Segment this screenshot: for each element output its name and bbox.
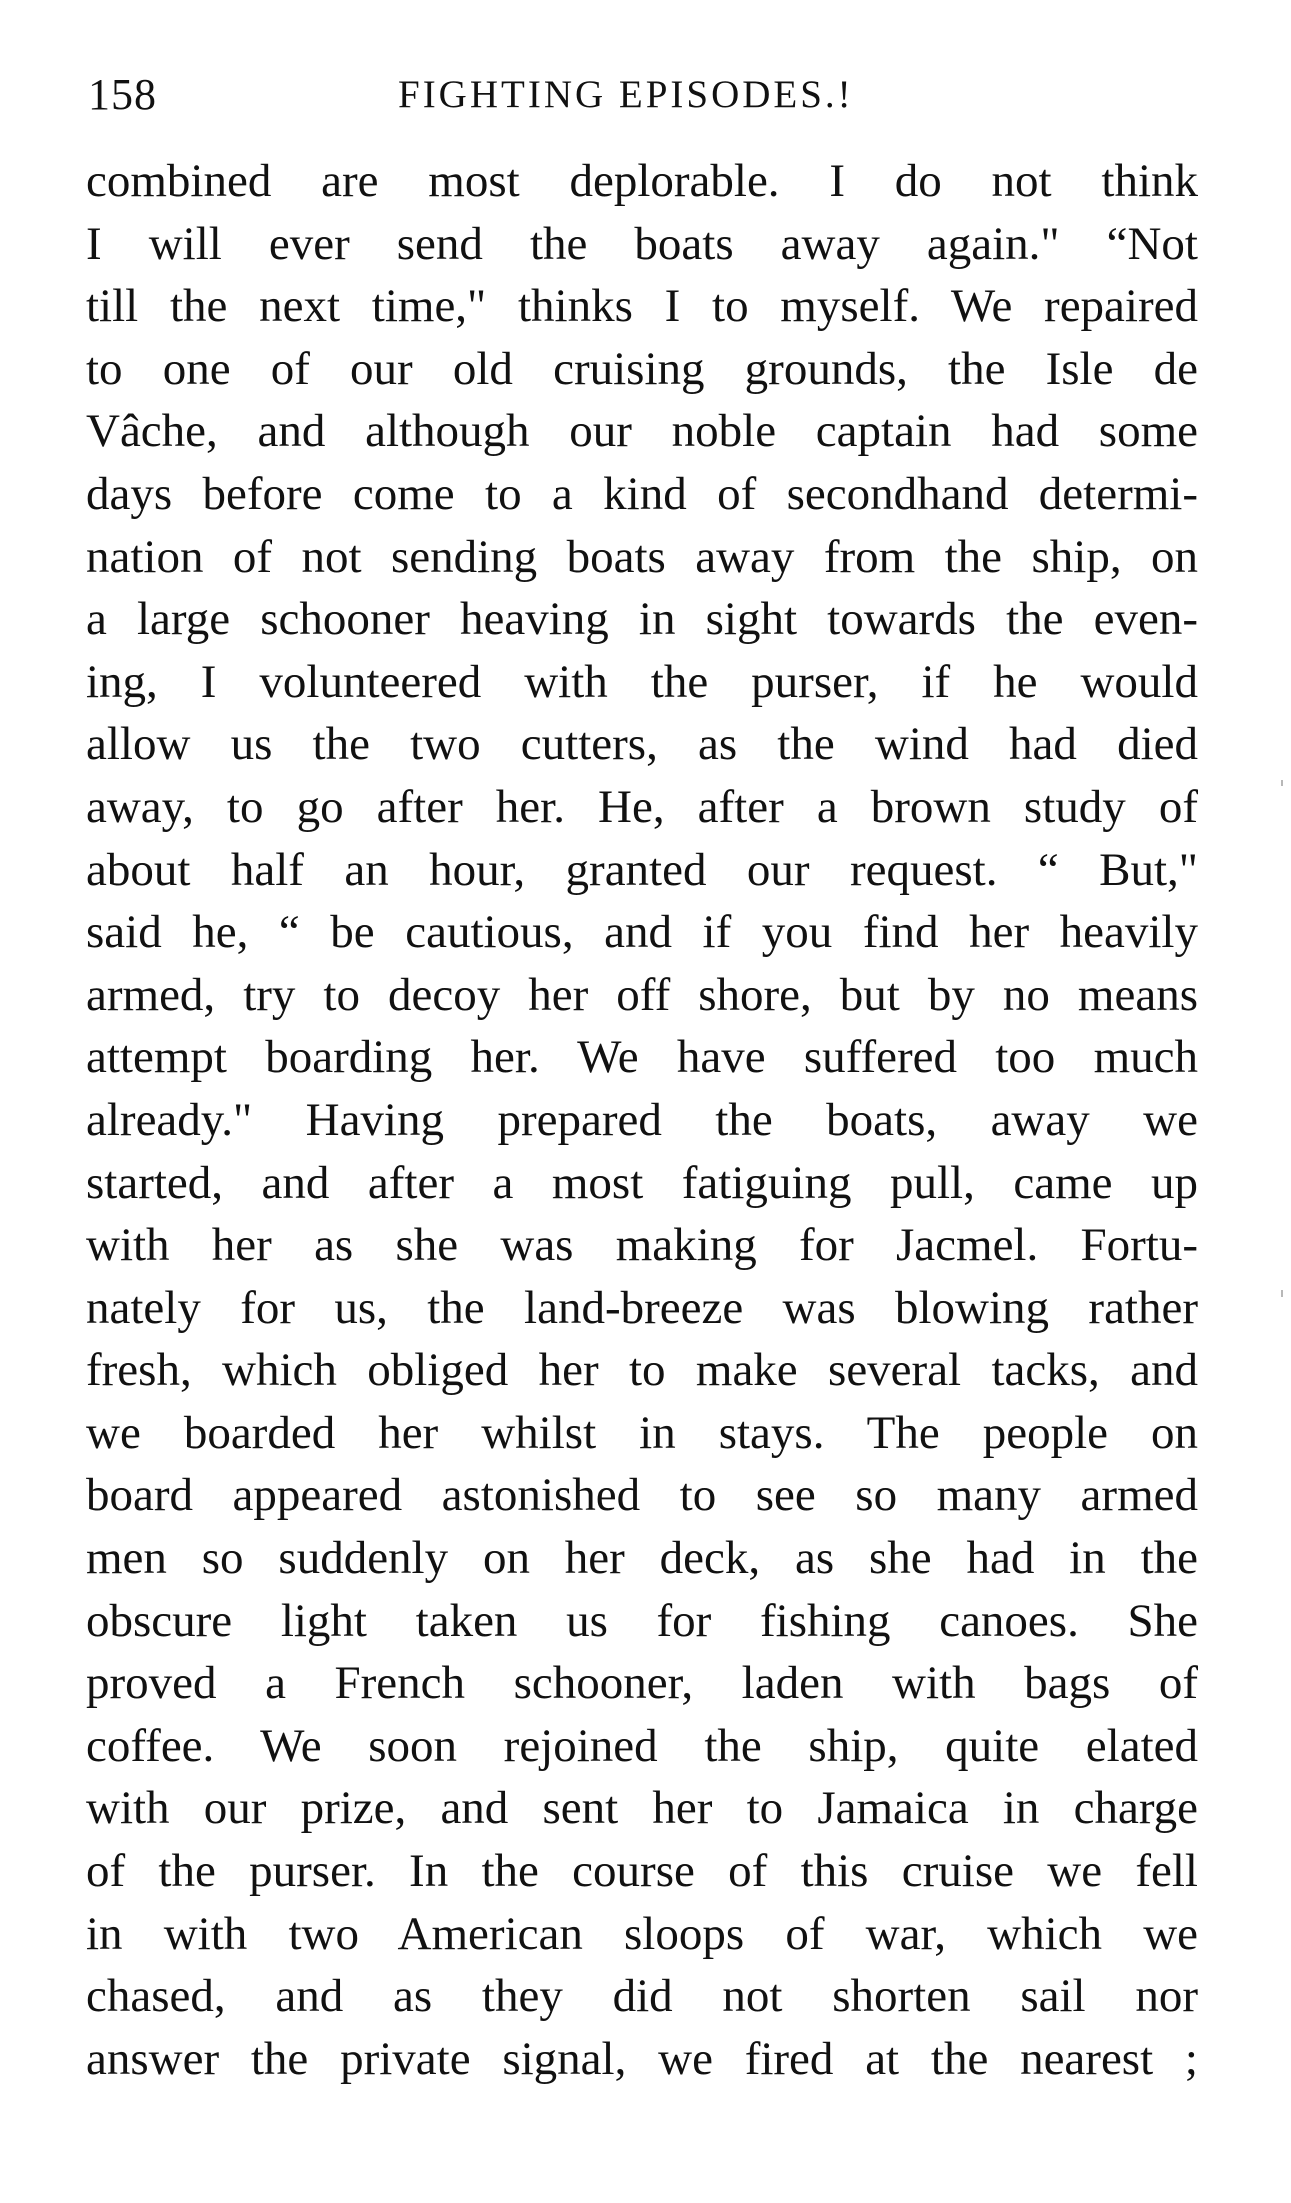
text-line: proved a French schooner, laden with bags of xyxy=(86,1657,1198,1710)
text-line: attempt boarding her. We have suffered too much xyxy=(86,1031,1198,1084)
page-edge-mark xyxy=(1281,780,1283,786)
text-line: nately for us, the land-breeze was blowing rather xyxy=(86,1281,1198,1334)
text-line: of the purser. In the course of this cruise we fell xyxy=(86,1845,1198,1898)
text-line: in with two American sloops of war, which we xyxy=(86,1907,1198,1960)
running-title: FIGHTING EPISODES.! xyxy=(398,73,854,116)
text-line: already." Having prepared the boats, away we xyxy=(86,1093,1198,1146)
text-line: chased, and as they did not shorten sail nor xyxy=(86,1970,1198,2023)
text-line: started, and after a most fatiguing pull, came up xyxy=(86,1156,1198,1209)
text-line: days before come to a kind of secondhand determi- xyxy=(86,467,1198,520)
text-line: nation of not sending boats away from the ship, on xyxy=(86,530,1198,583)
text-line: with her as she was making for Jacmel. Fortu- xyxy=(86,1219,1198,1272)
text-line: away, to go after her. He, after a brown study of xyxy=(86,780,1198,833)
text-line: men so suddenly on her deck, as she had in the xyxy=(86,1532,1198,1585)
text-line: about half an hour, granted our request. “ But," xyxy=(86,843,1198,896)
text-line: with our prize, and sent her to Jamaica in charge xyxy=(86,1782,1198,1835)
text-line: a large schooner heaving in sight towards the even- xyxy=(86,593,1198,646)
text-line: armed, try to decoy her off shore, but by no means xyxy=(86,968,1198,1021)
text-line: to one of our old cruising grounds, the Isle de xyxy=(86,342,1198,395)
text-line: combined are most deplorable. I do not think xyxy=(86,155,1198,207)
text-line: ing, I volunteered with the purser, if he would xyxy=(86,655,1198,708)
text-line: fresh, which obliged her to make several tacks, and xyxy=(86,1344,1198,1397)
text-line: answer the private signal, we fired at the nearest ; xyxy=(86,2032,1198,2085)
text-line: till the next time," thinks I to myself. We repaired xyxy=(86,280,1198,333)
text-line: Vâche, and although our noble captain had some xyxy=(86,405,1198,458)
text-line: obscure light taken us for fishing canoes. She xyxy=(86,1594,1198,1647)
text-line: board appeared astonished to see so many armed xyxy=(86,1469,1198,1522)
text-line: I will ever send the boats away again." “Not xyxy=(86,217,1198,270)
text-line: coffee. We soon rejoined the ship, quite elated xyxy=(86,1719,1198,1772)
text-line: we boarded her whilst in stays. The people on xyxy=(86,1406,1198,1459)
page-edge-mark xyxy=(1281,1290,1283,1297)
page-number: 158 xyxy=(88,70,157,119)
text-line: allow us the two cutters, as the wind had died xyxy=(86,718,1198,771)
text-line: said he, “ be cautious, and if you find her heavily xyxy=(86,906,1198,959)
body-text xyxy=(86,150,1198,2090)
running-header xyxy=(88,55,1218,135)
